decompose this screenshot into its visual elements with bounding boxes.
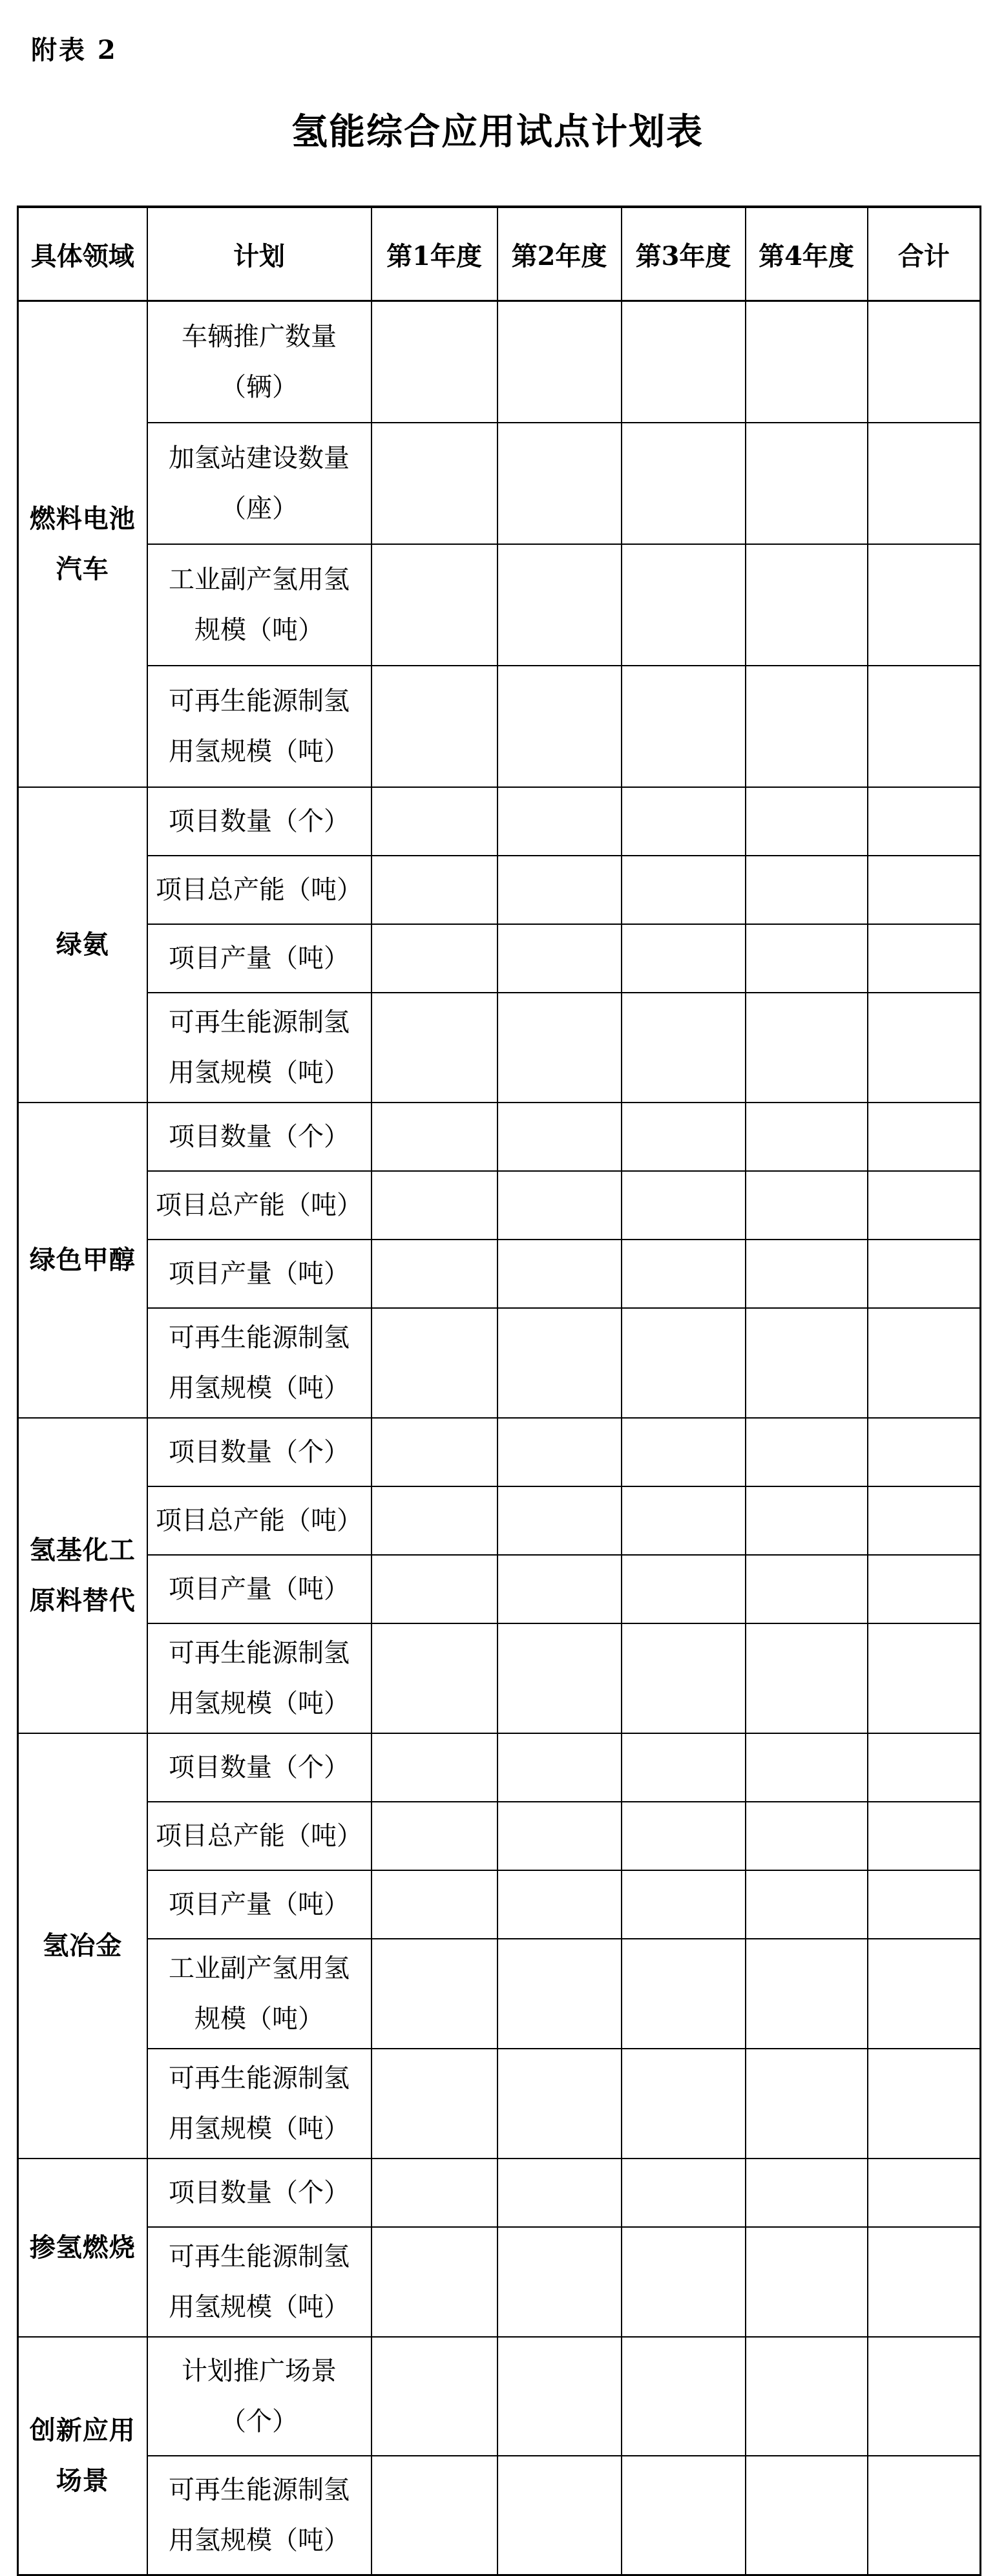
plan-line: 项目总产能（吨）: [156, 1190, 362, 1220]
plan-cell: [147, 1733, 372, 1802]
value-cell: [746, 1555, 868, 1623]
value-cell: [372, 544, 498, 666]
value-cell: [372, 1171, 498, 1240]
value-cell: [498, 1802, 622, 1870]
plan-cell: [147, 1802, 372, 1870]
value-cell: [622, 787, 746, 856]
plan-cell: [147, 2049, 372, 2159]
value-cell: [622, 1870, 746, 1939]
value-cell: [868, 1939, 981, 2049]
plan-line: 项目数量（个）: [169, 1437, 350, 1467]
value-cell: [372, 1733, 498, 1802]
value-cell: [498, 1308, 622, 1418]
table-row: [18, 2337, 981, 2456]
plan-cell: [147, 787, 372, 856]
value-cell: [868, 1486, 981, 1555]
plan-cell: [147, 2159, 372, 2227]
table-row: [18, 301, 981, 423]
value-cell: [372, 2456, 498, 2575]
plan-line: 可再生能源制氢: [169, 1638, 350, 1668]
value-cell: [622, 1623, 746, 1733]
plan-cell: [147, 2227, 372, 2337]
value-cell: [868, 301, 981, 423]
value-cell: [372, 787, 498, 856]
value-cell: [372, 666, 498, 787]
value-cell: [622, 2227, 746, 2337]
value-cell: [622, 924, 746, 993]
value-cell: [372, 1418, 498, 1486]
category-cell: [18, 787, 147, 1103]
value-cell: [622, 1418, 746, 1486]
table-row: [18, 1418, 981, 1486]
value-cell: [498, 2456, 622, 2575]
plan-cell: [147, 301, 372, 423]
value-cell: [746, 2456, 868, 2575]
value-cell: [622, 1240, 746, 1308]
plan-cell: [147, 544, 372, 666]
header-plan: 计划: [147, 207, 372, 301]
value-cell: [868, 1555, 981, 1623]
value-cell: [868, 2456, 981, 2575]
plan-line: 可再生能源制氢: [169, 1323, 350, 1353]
category-line: 氢冶金: [43, 1930, 123, 1961]
value-cell: [372, 1486, 498, 1555]
value-cell: [868, 1623, 981, 1733]
value-cell: [372, 1939, 498, 2049]
category-cell: [18, 1418, 147, 1733]
value-cell: [868, 2227, 981, 2337]
plan-table: [17, 206, 981, 2576]
table-row: [18, 423, 981, 544]
value-cell: [498, 1733, 622, 1802]
value-cell: [746, 993, 868, 1103]
plan-line: 可再生能源制氢: [169, 2242, 350, 2272]
plan-line: 项目数量（个）: [169, 807, 350, 836]
value-cell: [622, 423, 746, 544]
value-cell: [622, 2337, 746, 2456]
plan-line: 加氢站建设数量: [169, 443, 350, 473]
value-cell: [498, 1870, 622, 1939]
table-row: [18, 787, 981, 856]
value-cell: [868, 1418, 981, 1486]
plan-line: 项目总产能（吨）: [156, 1821, 362, 1851]
value-cell: [868, 924, 981, 993]
value-cell: [622, 1555, 746, 1623]
table-row: [18, 1486, 981, 1555]
plan-line: 工业副产氢用氢: [169, 1954, 350, 1983]
value-cell: [622, 301, 746, 423]
value-cell: [746, 423, 868, 544]
table-row: [18, 856, 981, 924]
value-cell: [372, 1103, 498, 1171]
category-line: 原料替代: [29, 1585, 136, 1616]
value-cell: [746, 301, 868, 423]
value-cell: [498, 301, 622, 423]
plan-line: 车辆推广数量: [182, 322, 337, 352]
plan-line: 用氢规模（吨）: [169, 2526, 350, 2555]
value-cell: [868, 787, 981, 856]
plan-line: 项目产量（吨）: [169, 1259, 350, 1289]
category-line: 汽车: [56, 554, 109, 584]
value-cell: [746, 1418, 868, 1486]
value-cell: [868, 2337, 981, 2456]
category-cell: [18, 301, 147, 788]
plan-cell: [147, 2456, 372, 2575]
plan-cell: [147, 666, 372, 787]
plan-cell: [147, 1870, 372, 1939]
value-cell: [498, 1171, 622, 1240]
plan-line: 可再生能源制氢: [169, 686, 350, 716]
plan-cell: [147, 1418, 372, 1486]
value-cell: [622, 856, 746, 924]
value-cell: [372, 2337, 498, 2456]
category-line: 绿氨: [56, 929, 109, 960]
value-cell: [746, 1240, 868, 1308]
plan-cell: [147, 1623, 372, 1733]
table-row: [18, 924, 981, 993]
value-cell: [746, 1171, 868, 1240]
category-cell: [18, 1103, 147, 1418]
value-cell: [622, 1733, 746, 1802]
table-row: [18, 2159, 981, 2227]
value-cell: [868, 1240, 981, 1308]
plan-line: （辆）: [220, 372, 298, 402]
value-cell: [746, 666, 868, 787]
plan-line: 项目总产能（吨）: [156, 875, 362, 905]
table-row: [18, 1171, 981, 1240]
header-year2: 第2年度: [498, 207, 622, 301]
value-cell: [622, 993, 746, 1103]
value-cell: [868, 666, 981, 787]
plan-line: 项目产量（吨）: [169, 1574, 350, 1604]
value-cell: [746, 1939, 868, 2049]
value-cell: [498, 1623, 622, 1733]
plan-line: 用氢规模（吨）: [169, 737, 350, 766]
plan-line: 项目产量（吨）: [169, 1890, 350, 1919]
value-cell: [746, 2337, 868, 2456]
value-cell: [498, 1103, 622, 1171]
value-cell: [498, 2159, 622, 2227]
plan-line: 用氢规模（吨）: [169, 2292, 350, 2322]
plan-line: 规模（吨）: [194, 2004, 324, 2034]
plan-cell: [147, 423, 372, 544]
category-line: 场景: [56, 2465, 109, 2496]
value-cell: [622, 1802, 746, 1870]
category-cell: [18, 2159, 147, 2337]
plan-line: 项目数量（个）: [169, 1122, 350, 1152]
value-cell: [746, 1870, 868, 1939]
plan-line: 用氢规模（吨）: [169, 1689, 350, 1718]
table-row: [18, 666, 981, 787]
value-cell: [868, 1733, 981, 1802]
header-domain: 具体领域: [18, 207, 147, 301]
table-row: [18, 1802, 981, 1870]
value-cell: [498, 2337, 622, 2456]
plan-line: （个）: [220, 2407, 298, 2436]
value-cell: [372, 301, 498, 423]
value-cell: [622, 1171, 746, 1240]
value-cell: [622, 2049, 746, 2159]
value-cell: [746, 924, 868, 993]
value-cell: [622, 1939, 746, 2049]
value-cell: [498, 423, 622, 544]
value-cell: [746, 787, 868, 856]
plan-line: 工业副产氢用氢: [169, 565, 350, 595]
table-body: [18, 301, 981, 2575]
header-year3: 第3年度: [622, 207, 746, 301]
value-cell: [868, 544, 981, 666]
plan-cell: [147, 856, 372, 924]
value-cell: [746, 2049, 868, 2159]
plan-line: 用氢规模（吨）: [169, 1058, 350, 1088]
header-total: 合计: [868, 207, 981, 301]
value-cell: [868, 1802, 981, 1870]
value-cell: [746, 1623, 868, 1733]
plan-line: （座）: [220, 494, 298, 523]
value-cell: [746, 1308, 868, 1418]
value-cell: [498, 1418, 622, 1486]
plan-line: 用氢规模（吨）: [169, 1373, 350, 1403]
plan-line: 用氢规模（吨）: [169, 2114, 350, 2144]
plan-cell: [147, 1486, 372, 1555]
plan-cell: [147, 1103, 372, 1171]
header-row: [18, 207, 981, 301]
value-cell: [498, 1939, 622, 2049]
table-row: [18, 2049, 981, 2159]
value-cell: [622, 2159, 746, 2227]
value-cell: [868, 1171, 981, 1240]
table-row: [18, 1103, 981, 1171]
value-cell: [746, 856, 868, 924]
value-cell: [372, 2159, 498, 2227]
value-cell: [372, 856, 498, 924]
table-row: [18, 1240, 981, 1308]
value-cell: [868, 1870, 981, 1939]
plan-line: 项目总产能（吨）: [156, 1506, 362, 1536]
value-cell: [372, 2227, 498, 2337]
value-cell: [372, 1623, 498, 1733]
value-cell: [498, 856, 622, 924]
value-cell: [746, 1486, 868, 1555]
category-cell: [18, 1733, 147, 2159]
value-cell: [868, 1103, 981, 1171]
page-title: 氢能综合应用试点计划表: [291, 111, 704, 153]
table-row: [18, 2456, 981, 2575]
value-cell: [498, 993, 622, 1103]
value-cell: [498, 924, 622, 993]
value-cell: [746, 2159, 868, 2227]
category-line: 掺氢燃烧: [29, 2232, 136, 2263]
value-cell: [746, 1103, 868, 1171]
plan-line: 项目数量（个）: [169, 2178, 350, 2208]
value-cell: [622, 1486, 746, 1555]
value-cell: [622, 544, 746, 666]
table-row: [18, 1555, 981, 1623]
plan-line: 项目数量（个）: [169, 1753, 350, 1782]
plan-line: 计划推广场景: [182, 2356, 337, 2386]
value-cell: [372, 423, 498, 544]
value-cell: [498, 666, 622, 787]
value-cell: [868, 993, 981, 1103]
value-cell: [372, 2049, 498, 2159]
category-cell: [18, 2337, 147, 2575]
value-cell: [372, 993, 498, 1103]
plan-cell: [147, 1171, 372, 1240]
value-cell: [868, 856, 981, 924]
plan-cell: [147, 1939, 372, 2049]
category-line: 燃料电池: [29, 503, 136, 534]
value-cell: [372, 1308, 498, 1418]
table-row: [18, 1870, 981, 1939]
plan-cell: [147, 1240, 372, 1308]
table-row: [18, 2227, 981, 2337]
value-cell: [746, 544, 868, 666]
value-cell: [868, 2049, 981, 2159]
value-cell: [372, 1240, 498, 1308]
header-year4: 第4年度: [746, 207, 868, 301]
plan-line: 可再生能源制氢: [169, 2064, 350, 2093]
value-cell: [746, 1733, 868, 1802]
category-line: 创新应用: [29, 2415, 136, 2445]
table-row: [18, 1623, 981, 1733]
category-line: 氢基化工: [29, 1535, 136, 1565]
plan-line: 规模（吨）: [194, 615, 324, 645]
value-cell: [498, 1555, 622, 1623]
value-cell: [868, 2159, 981, 2227]
value-cell: [868, 1308, 981, 1418]
value-cell: [372, 1870, 498, 1939]
value-cell: [746, 1802, 868, 1870]
category-line: 绿色甲醇: [29, 1245, 136, 1275]
value-cell: [868, 423, 981, 544]
value-cell: [622, 1308, 746, 1418]
plan-cell: [147, 924, 372, 993]
plan-line: 可再生能源制氢: [169, 2475, 350, 2505]
plan-line: 项目产量（吨）: [169, 944, 350, 973]
header-year1: 第1年度: [372, 207, 498, 301]
value-cell: [622, 1103, 746, 1171]
table-row: [18, 1939, 981, 2049]
table-row: [18, 993, 981, 1103]
value-cell: [622, 2456, 746, 2575]
value-cell: [498, 544, 622, 666]
plan-cell: [147, 1555, 372, 1623]
value-cell: [498, 787, 622, 856]
value-cell: [498, 1240, 622, 1308]
plan-line: 可再生能源制氢: [169, 1008, 350, 1037]
plan-cell: [147, 1308, 372, 1418]
value-cell: [498, 2049, 622, 2159]
value-cell: [372, 1555, 498, 1623]
appendix-tag: 附表 2: [31, 35, 118, 65]
value-cell: [622, 666, 746, 787]
value-cell: [372, 1802, 498, 1870]
value-cell: [746, 2227, 868, 2337]
table-row: [18, 1733, 981, 1802]
plan-cell: [147, 993, 372, 1103]
value-cell: [498, 1486, 622, 1555]
value-cell: [372, 924, 498, 993]
plan-cell: [147, 2337, 372, 2456]
table-row: [18, 544, 981, 666]
value-cell: [498, 2227, 622, 2337]
table-row: [18, 1308, 981, 1418]
